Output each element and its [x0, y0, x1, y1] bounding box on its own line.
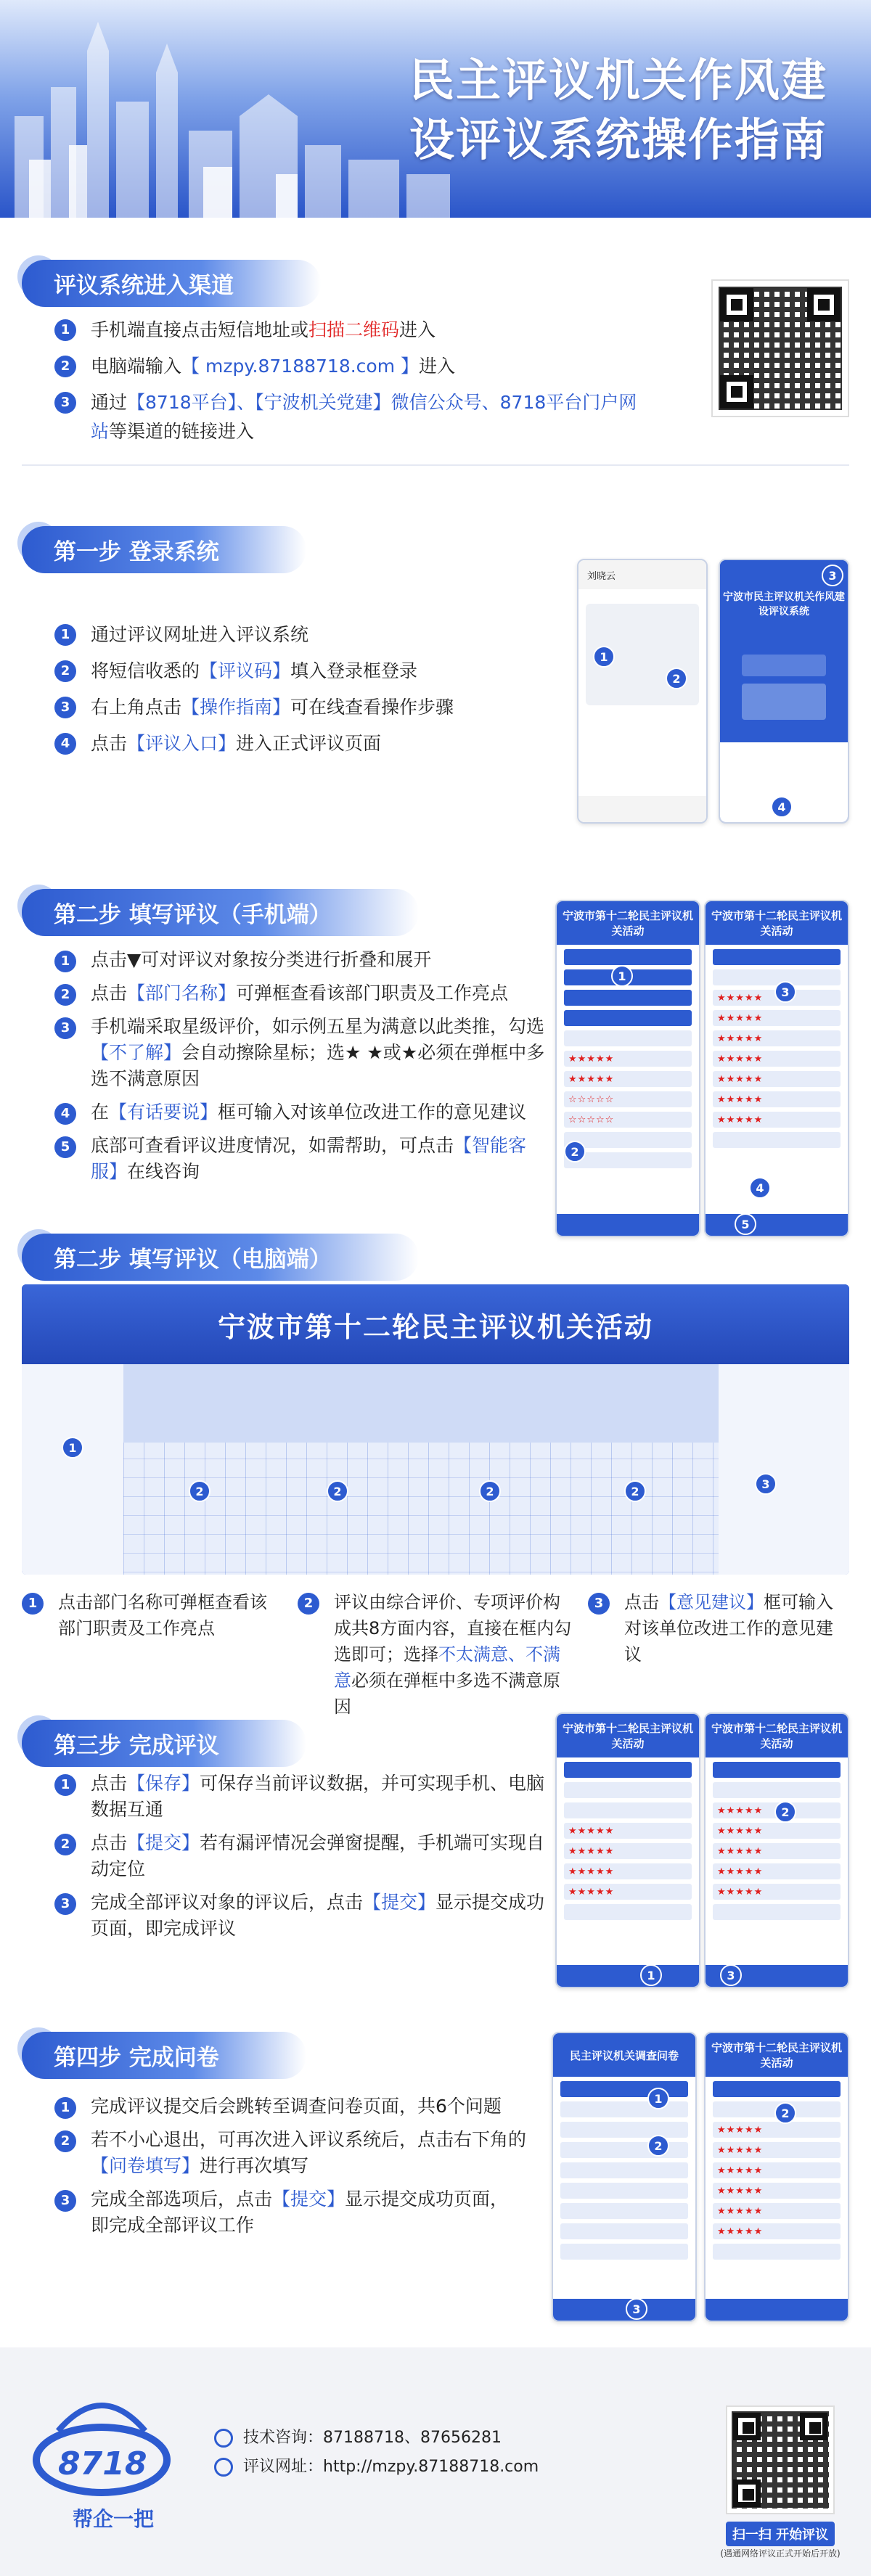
review-entry-link[interactable]: 【评议入口】	[127, 733, 237, 754]
step-number-badge: 3	[54, 697, 76, 718]
section-title: 第四步 完成问卷	[22, 2032, 306, 2079]
list-item: 3 手机端采取星级评价，如示例五星为满意以此类推，勾选【不了解】会自动擦除星标；选★ ★或★必须在弹框中多选不满意原因	[54, 1014, 548, 1092]
complete-steps-list	[54, 1771, 548, 1949]
pc-note-2: 2 评议由综合评价、专项评价构成共8方面内容，直接在框内勾选即可；选择不太满意、不满意必须在弹框中多选不满意原因	[298, 1589, 588, 1720]
complete-phone-2: 宁波市第十二轮民主评议机关活动 ★★★★★ ★★★★★ ★★★★★ ★★★★★ ★★★★★ 2 3	[704, 1712, 849, 1988]
list-item: 4 在【有话要说】框可输入对该单位改进工作的意见建议	[54, 1099, 548, 1125]
section-heading	[22, 526, 306, 573]
footer-qr-code[interactable]	[726, 2405, 835, 2514]
section-login	[0, 468, 871, 845]
list-item: 1 点击【保存】可保存当前评议数据，并可实现手机、电脑数据互通	[54, 1771, 548, 1823]
contact-web[interactable]: 评议网址：http://mzpy.87188718.com	[243, 2458, 539, 2476]
list-item: 1 点击▼可对评议对象按分类进行折叠和展开	[54, 947, 548, 973]
section-heading	[22, 889, 419, 935]
review-code-label: 【评议码】	[200, 660, 291, 681]
section-pc-review	[0, 1234, 871, 1717]
unknown-option-label: 【不了解】	[91, 1042, 182, 1063]
sms-sender: 刘晓云	[578, 560, 706, 589]
section-entry-channels	[0, 218, 871, 468]
section-heading	[22, 2032, 306, 2078]
step-number-badge: 1	[54, 319, 76, 341]
list-item: 1 通过评议网址进入评议系统	[54, 620, 563, 649]
list-item: 3 完成全部选项后，点击【提交】显示提交成功页面，即完成全部评议工作	[54, 2186, 526, 2239]
phone-title: 民主评议机关调查问卷	[553, 2033, 695, 2077]
pc-note-1: 1 点击部门名称可弹框查看该部门职责及工作亮点	[22, 1589, 298, 1720]
step-number-badge: 3	[54, 1893, 76, 1915]
scan-qr-link[interactable]: 扫描二维码	[308, 319, 400, 340]
smart-service-link[interactable]: 【智能客服】	[91, 1135, 527, 1182]
complete-phone-1: 宁波市第十二轮民主评议机关活动 ★★★★★ ★★★★★ ★★★★★ ★★★★★ 1	[555, 1712, 700, 1988]
step-number-badge: 3	[54, 1017, 76, 1039]
step-number-badge: 1	[54, 2097, 76, 2119]
section-title: 第三步 完成评议	[22, 1720, 306, 1767]
section-questionnaire	[0, 2032, 871, 2347]
step-number-badge: 1	[54, 951, 76, 972]
list-item: 2 电脑端输入【 mzpy.87188718.com 】进入	[54, 352, 650, 381]
footer	[0, 2347, 871, 2576]
divider	[22, 464, 849, 466]
section-title: 第二步 填写评议（手机端）	[22, 889, 419, 936]
section-title: 第一步 登录系统	[22, 526, 306, 573]
submit-button-label: 【提交】	[127, 1832, 200, 1853]
hero-title	[409, 51, 827, 170]
comments-field-label: 【有话要说】	[109, 1102, 218, 1123]
questionnaire-steps-list	[54, 2093, 526, 2246]
web-icon	[214, 2458, 233, 2477]
section-complete-review	[0, 1705, 871, 2032]
step-number-badge: 2	[54, 356, 76, 377]
step-number-badge: 3	[54, 2190, 76, 2212]
list-item: 1 手机端直接点击短信地址或扫描二维码进入	[54, 316, 650, 345]
department-name-link[interactable]: 【部门名称】	[127, 983, 237, 1004]
platform-channels-text: 【8718平台】、【宁波机关党建】微信公众号、8718平台门户网站	[91, 392, 637, 442]
step-number-badge: 3	[54, 392, 76, 414]
step-number-badge: 2	[54, 2130, 76, 2152]
phone-title: 宁波市第十二轮民主评议机关活动	[557, 901, 699, 945]
section-heading	[22, 1234, 419, 1280]
login-phone-screenshot: 宁波市民主评议机关作风建设评议系统 3 4	[719, 559, 849, 824]
pc-notes	[22, 1589, 849, 1720]
phone-icon	[214, 2429, 233, 2448]
list-item: 1 完成评议提交后会跳转至调查问卷页面，共6个问题	[54, 2093, 526, 2120]
questionnaire-button-label: 【问卷填写】	[91, 2155, 200, 2176]
list-item: 3 完成全部评议对象的评议后，点击【提交】显示提交成功页面，即完成评议	[54, 1890, 548, 1942]
list-item: 5 底部可查看评议进度情况，如需帮助，可点击【智能客服】在线咨询	[54, 1133, 548, 1185]
list-item: 2 点击【部门名称】可弹框查看该部门职责及工作亮点	[54, 980, 548, 1006]
submit-button-label: 【提交】	[363, 1892, 436, 1913]
section-title: 第二步 填写评议（电脑端）	[22, 1234, 419, 1281]
mobile-steps-list	[54, 947, 548, 1192]
section-heading	[22, 260, 321, 306]
scan-label: 扫一扫 开始评议	[726, 2522, 835, 2546]
list-item: 4 点击【评议入口】进入正式评议页面	[54, 729, 563, 758]
step-number-badge: 4	[54, 733, 76, 755]
entry-qr-code[interactable]	[711, 279, 849, 417]
logo-slogan: 帮企一把	[73, 2507, 155, 2531]
submit-button-label: 【提交】	[272, 2189, 345, 2210]
step-number-badge: 1	[22, 1593, 44, 1615]
phone-title: 宁波市第十二轮民主评议机关活动	[706, 1714, 848, 1757]
login-steps-list	[54, 620, 563, 766]
hero-title-line2: 设评议系统操作指南	[409, 113, 827, 166]
logo-text: 8718	[58, 2445, 147, 2482]
section-heading	[22, 1720, 306, 1766]
mobile-review-phone-2: 宁波市第十二轮民主评议机关活动 ★★★★★ ★★★★★ ★★★★★ ★★★★★ ★★★★★ ★★★★★ ★★★★★ 3 4 5	[704, 900, 849, 1237]
pc-screenshot	[22, 1284, 849, 1575]
hero-banner	[0, 0, 871, 218]
phone-title: 宁波市第十二轮民主评议机关活动	[706, 901, 848, 945]
step-number-badge: 1	[54, 624, 76, 646]
login-phone-title: 宁波市民主评议机关作风建设评议系统	[720, 560, 848, 647]
list-item: 2 点击【提交】若有漏评情况会弹窗提醒，手机端可实现自动定位	[54, 1830, 548, 1882]
questionnaire-phone-2: 宁波市第十二轮民主评议机关活动 ★★★★★ ★★★★★ ★★★★★ ★★★★★ ★★★★★ ★★★★★ 2	[704, 2032, 849, 2322]
step-number-badge: 2	[54, 1834, 76, 1855]
questionnaire-phone-1: 民主评议机关调查问卷 1 2 3	[552, 2032, 697, 2322]
step-number-badge: 2	[54, 660, 76, 682]
save-button-label: 【保存】	[127, 1773, 200, 1794]
step-number-badge: 3	[588, 1593, 610, 1615]
sms-phone-screenshot: 刘晓云 1 2	[577, 559, 708, 824]
scan-subtext: (遇通网络评议正式开始后开放)	[720, 2548, 841, 2559]
pc-note-3: 3 点击【意见建议】框可输入对该单位改进工作的意见建议	[588, 1589, 849, 1720]
step-number-badge: 2	[54, 984, 76, 1006]
mobile-review-phone-1: 宁波市第十二轮民主评议机关活动 ★★★★★ ★★★★★ ☆☆☆☆☆ ☆☆☆☆☆ 1 2	[555, 900, 700, 1237]
pc-title: 宁波市第十二轮民主评议机关活动	[22, 1284, 849, 1364]
pc-review-table: 1 2 2 2 2 3	[22, 1364, 849, 1575]
suggestion-field-label: 【意见建议】	[659, 1592, 764, 1612]
entry-list	[54, 316, 650, 454]
guide-link[interactable]: 【操作指南】	[181, 697, 291, 718]
pc-url-link[interactable]: 【 mzpy.87188718.com 】	[181, 356, 420, 377]
step-number-badge: 1	[54, 1774, 76, 1796]
step-number-badge: 5	[54, 1136, 76, 1158]
list-item: 3 右上角点击【操作指南】可在线查看操作步骤	[54, 693, 563, 722]
contact-info	[214, 2424, 539, 2482]
section-title: 评议系统进入渠道	[22, 260, 321, 307]
step-number-badge: 4	[54, 1103, 76, 1125]
step-number-badge: 2	[298, 1593, 319, 1615]
list-item: 3 通过【8718平台】、【宁波机关党建】微信公众号、8718平台门户网站等渠道的链接进入	[54, 388, 650, 446]
list-item: 2 若不小心退出，可再次进入评议系统后，点击右下角的【问卷填写】进行再次填写	[54, 2127, 526, 2179]
list-item: 2 将短信收悉的【评议码】填入登录框登录	[54, 657, 563, 686]
phone-title: 宁波市第十二轮民主评议机关活动	[706, 2033, 848, 2077]
section-mobile-review	[0, 845, 871, 1252]
hero-title-line1: 民主评议机关作风建	[409, 54, 827, 107]
contact-phone: 技术咨询：87188718、87656281	[243, 2429, 502, 2447]
phone-title: 宁波市第十二轮民主评议机关活动	[557, 1714, 699, 1757]
